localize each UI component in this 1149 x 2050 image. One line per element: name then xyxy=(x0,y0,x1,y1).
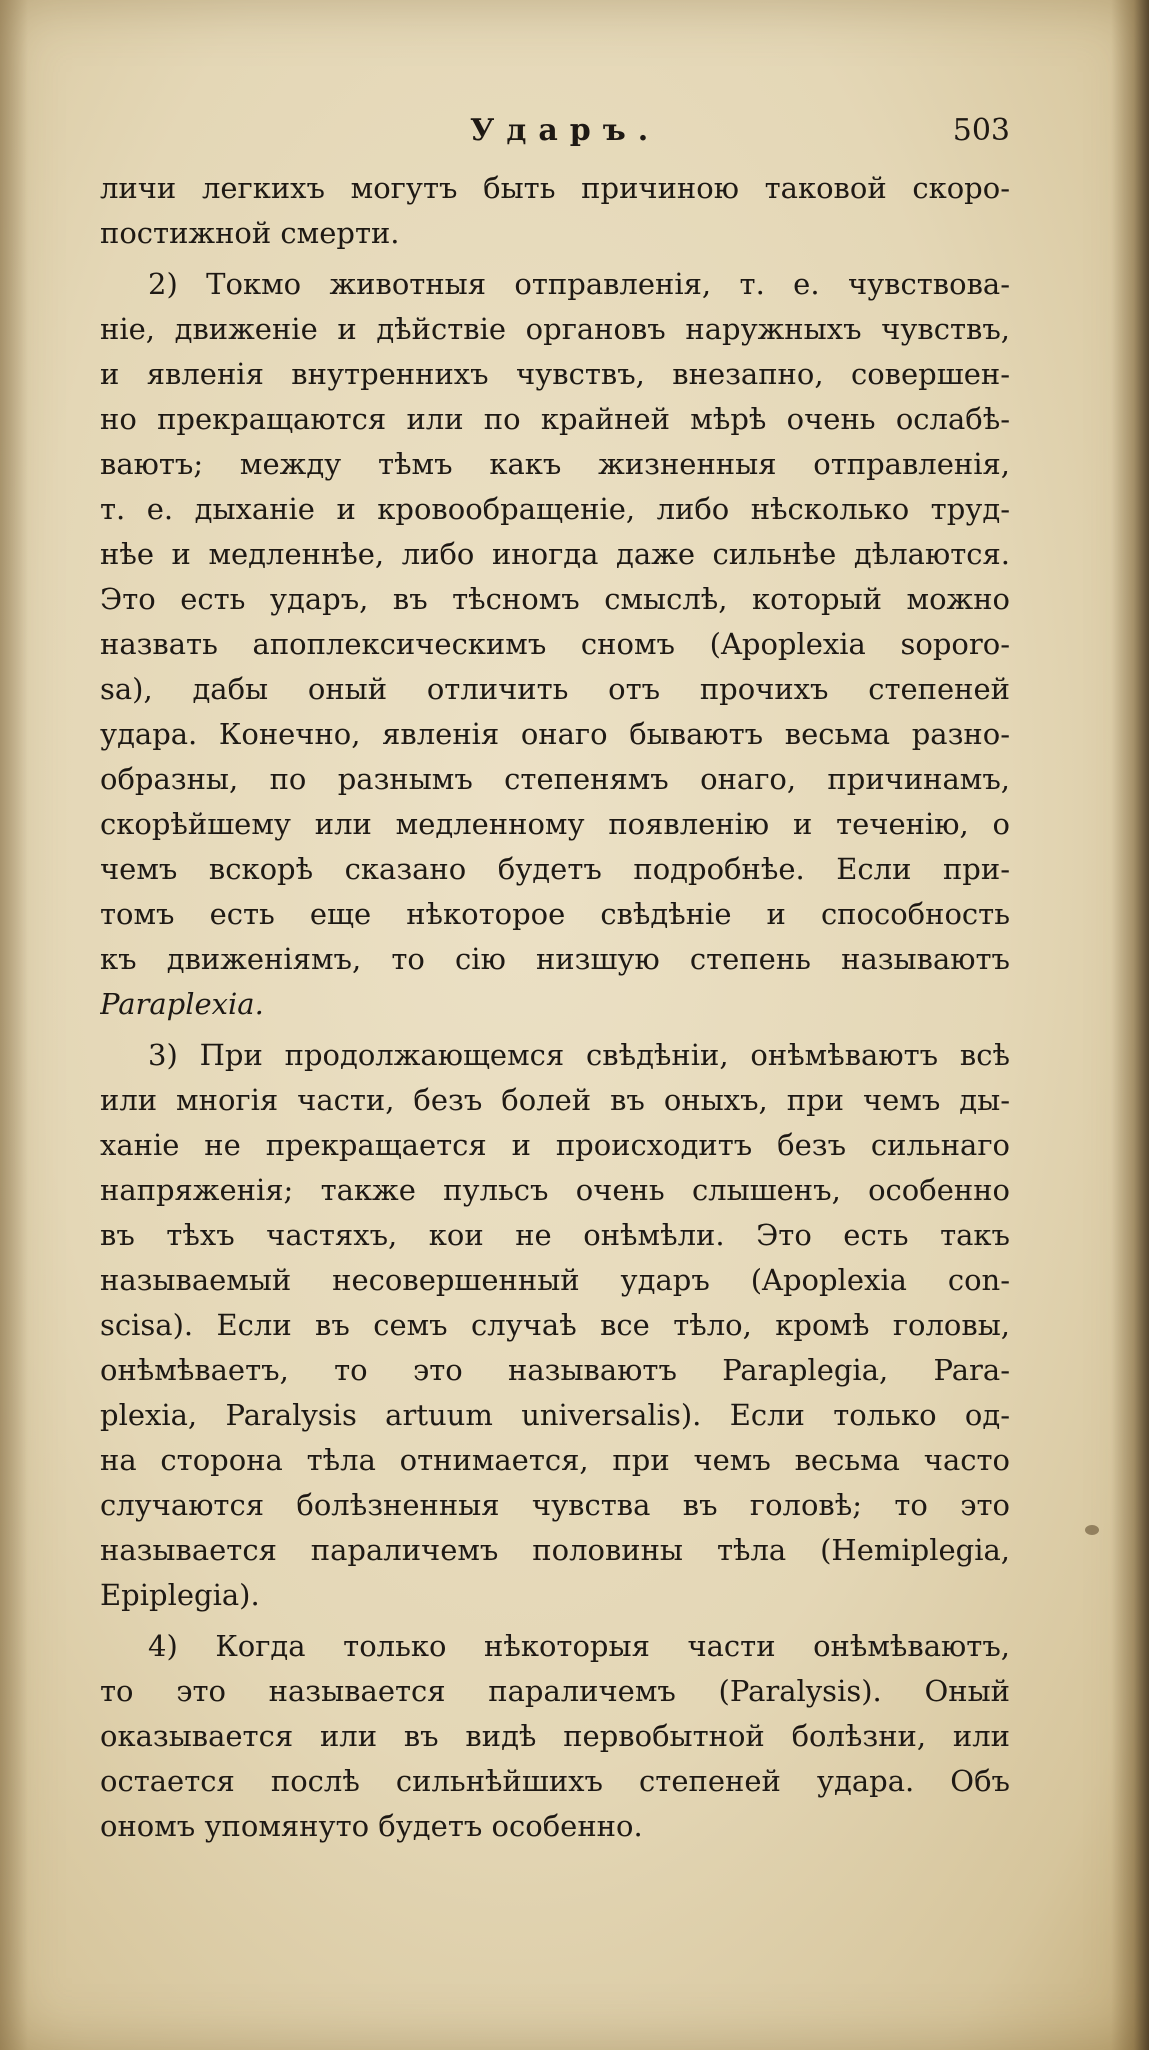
text-line: личи легкихъ могутъ быть причиною таковой скоро- xyxy=(100,171,1010,205)
text-line: или многія части, безъ болей въ оныхъ, при чемъ ды- xyxy=(100,1083,1010,1117)
text-line: 2) Токмо животныя отправленія, т. е. чувствова- xyxy=(148,267,1010,301)
text-line: Paraplexia. xyxy=(100,987,264,1021)
text-line: называется параличемъ половины тѣла (Hemiplegia, xyxy=(100,1533,1010,1567)
text-line: sa), дабы оный отличить отъ прочихъ степеней xyxy=(100,672,1010,706)
page-text xyxy=(100,108,1010,1855)
text-line: остается послѣ сильнѣйшихъ степеней удара. Объ xyxy=(100,1764,1010,1798)
text-line: онѣмѣваетъ, то это называютъ Paraplegia, Para- xyxy=(100,1353,1010,1387)
running-head: Ударъ. xyxy=(470,113,661,148)
paragraph-1 xyxy=(100,166,1010,256)
text-line: назвать апоплексическимъ сномъ (Apoplexia soporo- xyxy=(100,627,1010,661)
text-line: plexia, Paralysis artuum universalis). Если только од- xyxy=(100,1398,1010,1432)
text-line: ханіе не прекращается и происходитъ безъ сильнаго xyxy=(100,1128,1010,1162)
text-line: чемъ вскорѣ сказано будетъ подробнѣе. Если при- xyxy=(100,852,1010,886)
text-line: называемый несовершенный ударъ (Apoplexia con- xyxy=(100,1263,1010,1297)
page-header xyxy=(100,108,1010,166)
text-line: въ тѣхъ частяхъ, кои не онѣмѣли. Это есть такъ xyxy=(100,1218,1010,1252)
text-line: случаются болѣзненныя чувства въ головѣ; то это xyxy=(100,1488,1010,1522)
paragraph-4 xyxy=(100,1624,1010,1849)
text-line: томъ есть еще нѣкоторое свѣдѣніе и способность xyxy=(100,897,1010,931)
text-line: то это называется параличемъ (Paralysis). Оный xyxy=(100,1674,1010,1708)
text-line: ніе, движеніе и дѣйствіе органовъ наружныхъ чувствъ, xyxy=(100,312,1010,346)
page-number: 503 xyxy=(952,113,1010,148)
paper-stain xyxy=(1085,1525,1099,1535)
page-edge-shadow-right xyxy=(1111,0,1149,2050)
text-line: но прекращаются или по крайней мѣрѣ очень ослабѣ- xyxy=(100,402,1010,436)
text-line: ономъ упомянуто будетъ особенно. xyxy=(100,1809,643,1843)
text-line: скорѣйшему или медленному появленію и теченію, о xyxy=(100,807,1010,841)
paragraph-2 xyxy=(100,262,1010,1027)
text-line: Epiplegia). xyxy=(100,1578,260,1612)
text-line: къ движеніямъ, то сію низшую степень называютъ xyxy=(100,942,1010,976)
text-line: т. е. дыханіе и кровообращеніе, либо нѣсколько труд- xyxy=(100,492,1010,526)
text-line: нѣе и медленнѣе, либо иногда даже сильнѣе дѣлаются. xyxy=(100,537,1010,571)
text-line: постижной смерти. xyxy=(100,216,400,250)
text-line: напряженія; также пульсъ очень слышенъ, особенно xyxy=(100,1173,1010,1207)
text-line: оказывается или въ видѣ первобытной болѣзни, или xyxy=(100,1719,1010,1753)
text-line: Это есть ударъ, въ тѣсномъ смыслѣ, который можно xyxy=(100,582,1010,616)
text-line: на сторона тѣла отнимается, при чемъ весьма часто xyxy=(100,1443,1010,1477)
page-edge-shadow-left xyxy=(0,0,28,2050)
text-line: удара. Конечно, явленія онаго бываютъ весьма разно- xyxy=(100,717,1010,751)
text-line: и явленія внутреннихъ чувствъ, внезапно, совершен- xyxy=(100,357,1010,391)
paragraph-3 xyxy=(100,1033,1010,1618)
text-line: scisa). Если въ семъ случаѣ все тѣло, кромѣ головы, xyxy=(100,1308,1010,1342)
text-line: образны, по разнымъ степенямъ онаго, причинамъ, xyxy=(100,762,1010,796)
text-line: 3) При продолжающемся свѣдѣніи, онѣмѣваютъ всѣ xyxy=(148,1038,1010,1072)
text-line: ваютъ; между тѣмъ какъ жизненныя отправленія, xyxy=(100,447,1010,481)
text-line: 4) Когда только нѣкоторыя части онѣмѣваютъ, xyxy=(148,1629,1010,1663)
